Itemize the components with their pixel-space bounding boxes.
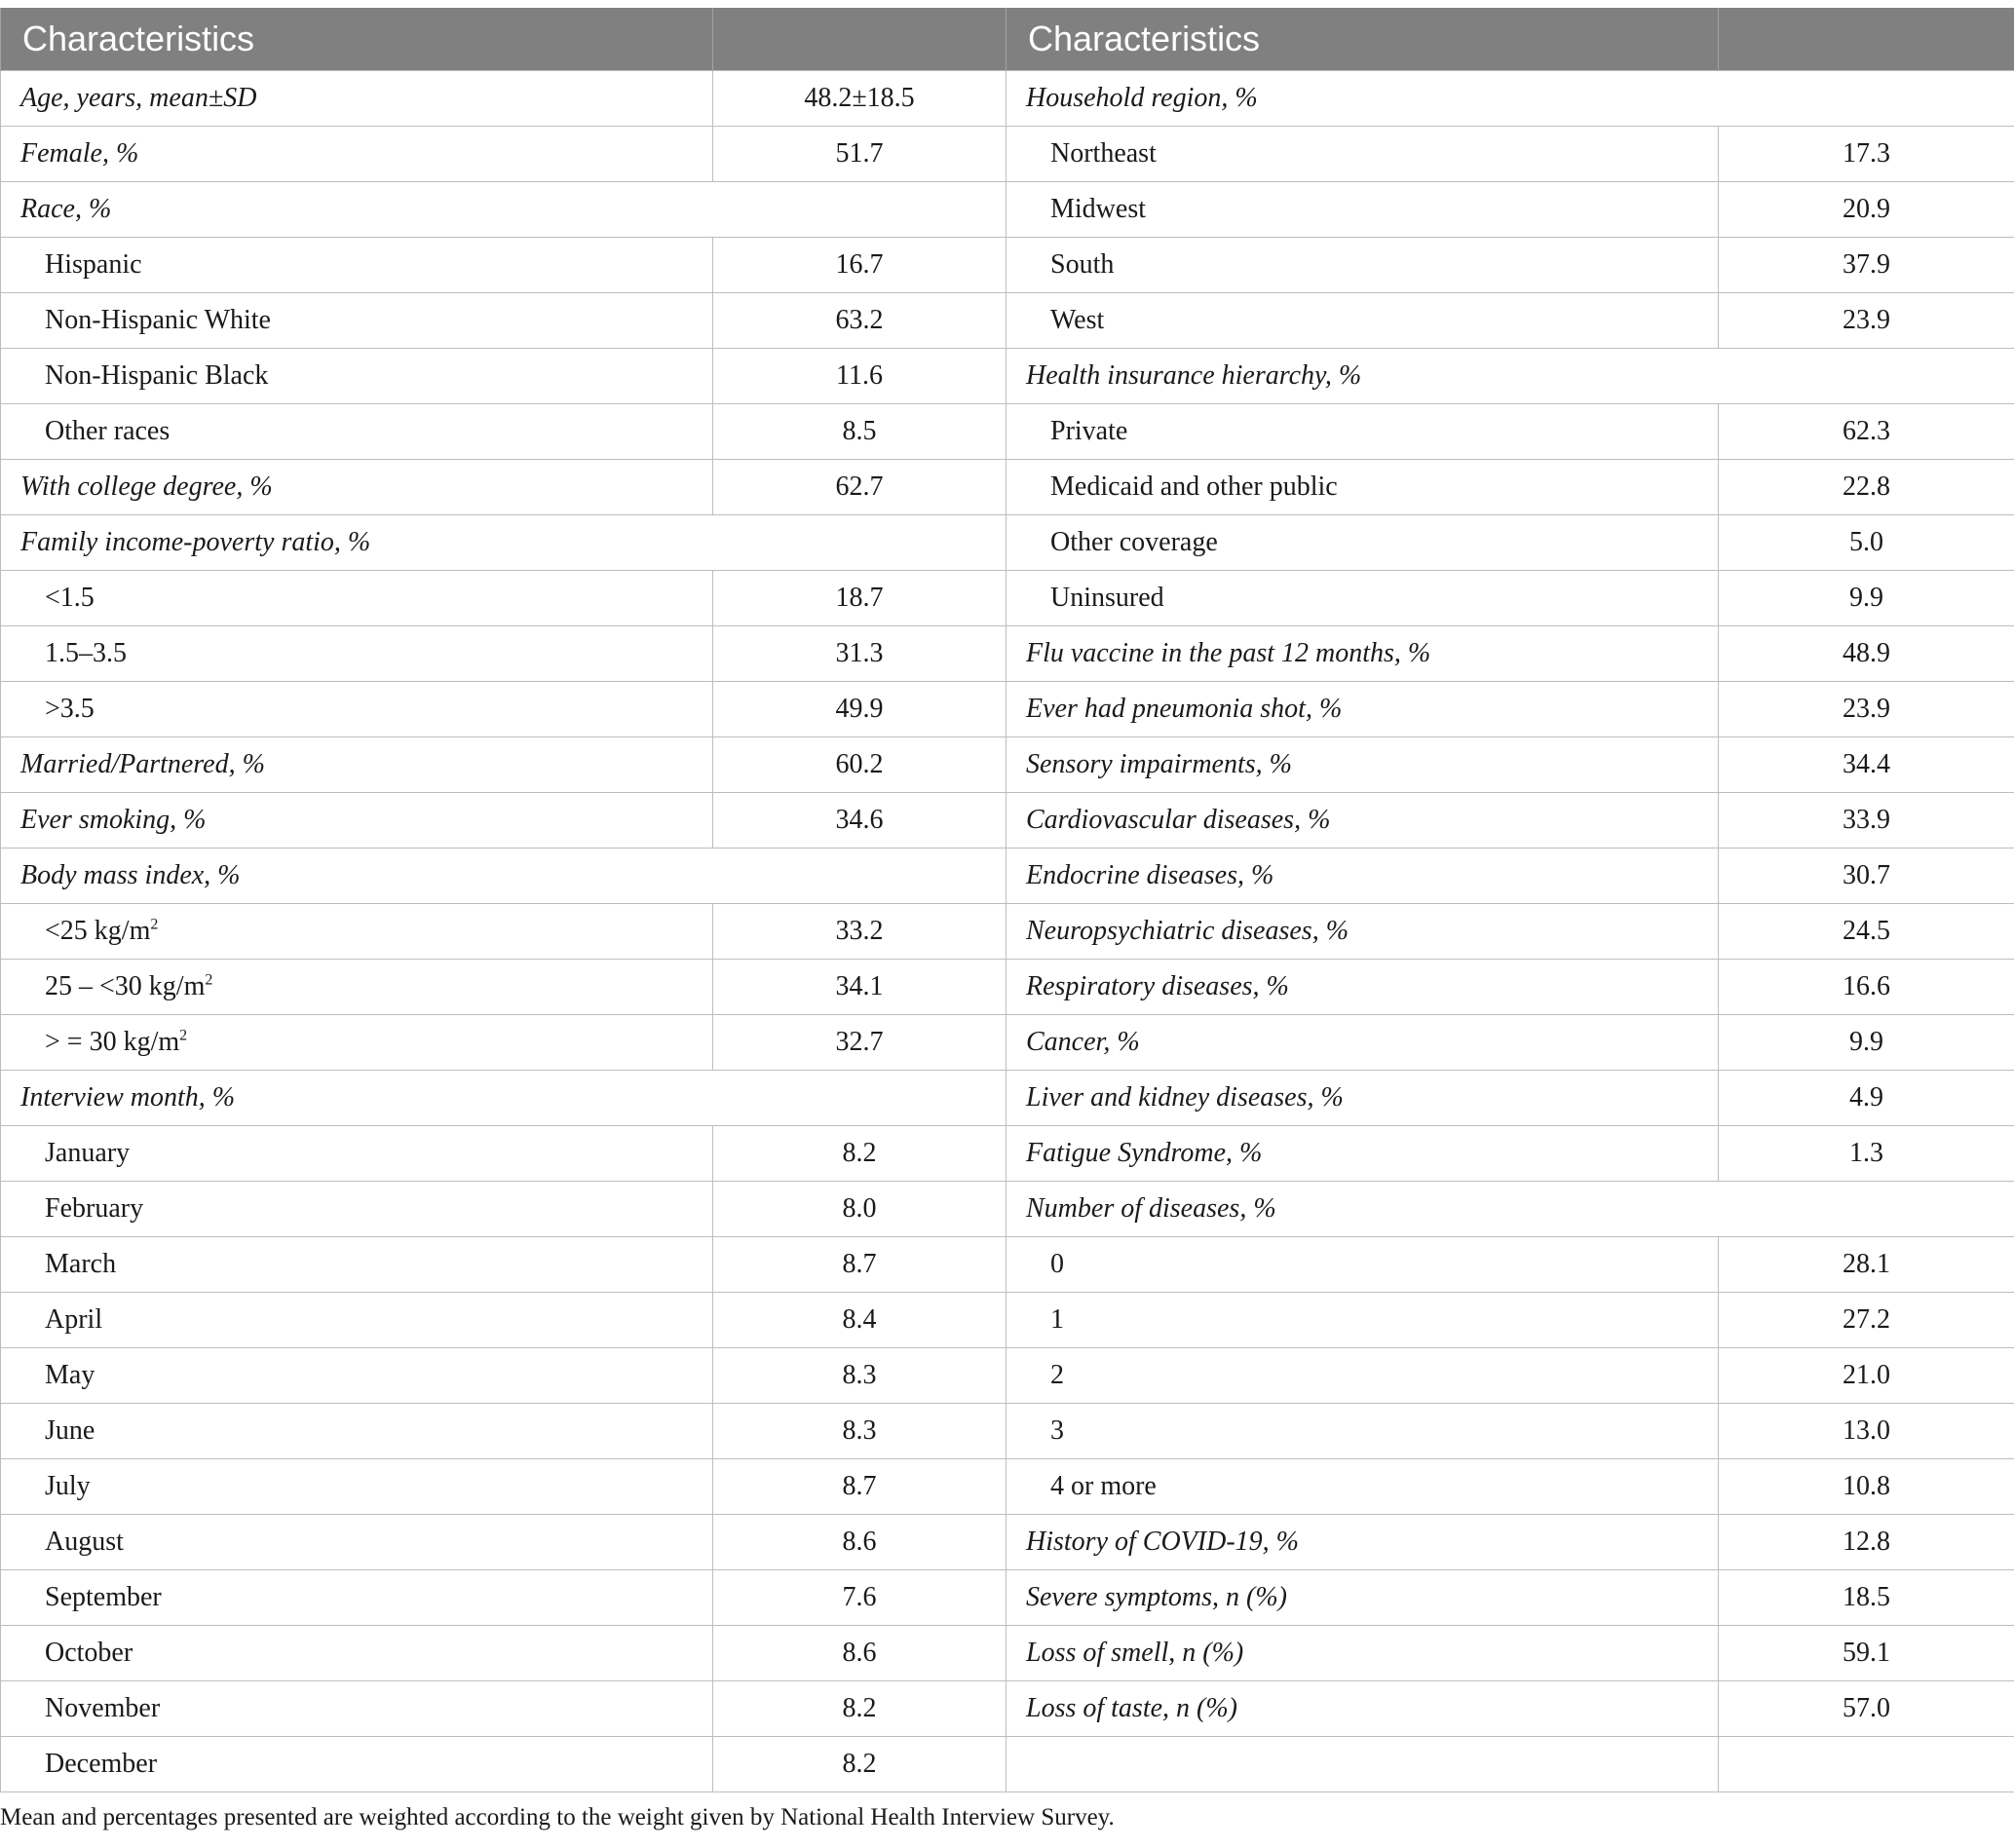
label-text: 1 (1050, 1304, 1064, 1335)
left-characteristic-value: 11.6 (713, 349, 1007, 404)
left-characteristic-label (1, 793, 713, 849)
right-characteristic-value: 9.9 (1719, 571, 2014, 626)
label-text: With college degree, % (20, 471, 273, 502)
table-row (1, 1681, 2014, 1737)
left-characteristic-label (1, 1681, 713, 1737)
table-row (1, 626, 2014, 682)
table-row (1, 1348, 2014, 1404)
left-characteristic-label (1, 1237, 713, 1293)
label-text: Ever had pneumonia shot, % (1026, 694, 1343, 724)
label-text: West (1050, 305, 1105, 335)
table-row (1, 1404, 2014, 1459)
table-row (1, 1015, 2014, 1071)
table-row (1, 238, 2014, 293)
right-characteristic-value (1719, 1737, 2014, 1792)
left-characteristic-label (1, 1071, 1007, 1126)
header-value-left (713, 8, 1007, 71)
label-text: Northeast (1050, 138, 1157, 169)
table-row (1, 1071, 2014, 1126)
table-row (1, 1570, 2014, 1626)
left-characteristic-label (1, 71, 713, 127)
label-text: Midwest (1050, 194, 1146, 224)
label-text: >3.5 (45, 694, 95, 724)
label-text: <25 kg/m (45, 916, 151, 946)
left-characteristic-value: 8.4 (713, 1293, 1007, 1348)
left-characteristic-label (1, 1626, 713, 1681)
label-text: Female, % (20, 138, 139, 169)
label-text: 3 (1050, 1415, 1064, 1446)
left-characteristic-label (1, 682, 713, 737)
left-characteristic-label (1, 238, 713, 293)
right-characteristic-label (1007, 460, 1719, 515)
label-text: Fatigue Syndrome, % (1026, 1138, 1263, 1168)
header-characteristics-left: Characteristics (1, 8, 713, 71)
left-characteristic-value: 33.2 (713, 904, 1007, 960)
left-characteristic-label (1, 515, 1007, 571)
right-characteristic-label (1007, 1237, 1719, 1293)
label-text: November (45, 1693, 161, 1723)
right-characteristic-label (1007, 737, 1719, 793)
left-characteristic-value: 16.7 (713, 238, 1007, 293)
right-characteristic-value: 28.1 (1719, 1237, 2014, 1293)
left-characteristic-value: 32.7 (713, 1015, 1007, 1071)
right-characteristic-value: 21.0 (1719, 1348, 2014, 1404)
left-characteristic-label (1, 293, 713, 349)
header-characteristics-right: Characteristics (1007, 8, 1719, 71)
label-text: January (45, 1138, 131, 1168)
right-characteristic-value: 62.3 (1719, 404, 2014, 460)
left-characteristic-value: 8.7 (713, 1459, 1007, 1515)
label-text: Other coverage (1050, 527, 1218, 557)
left-characteristic-value: 49.9 (713, 682, 1007, 737)
left-characteristic-label (1, 349, 713, 404)
label-text: July (45, 1471, 91, 1501)
left-characteristic-value: 8.2 (713, 1126, 1007, 1182)
right-characteristic-label (1007, 960, 1719, 1015)
left-characteristic-label (1, 1348, 713, 1404)
right-characteristic-value: 48.9 (1719, 626, 2014, 682)
label-text: October (45, 1638, 133, 1668)
right-characteristic-value: 9.9 (1719, 1015, 2014, 1071)
table-row (1, 515, 2014, 571)
right-characteristic-value: 24.5 (1719, 904, 2014, 960)
table-row (1, 460, 2014, 515)
right-characteristic-value: 59.1 (1719, 1626, 2014, 1681)
label-text: Cancer, % (1026, 1027, 1140, 1057)
right-characteristic-label (1007, 1404, 1719, 1459)
right-characteristic-label (1007, 238, 1719, 293)
table-row (1, 1737, 2014, 1792)
left-characteristic-label (1, 849, 1007, 904)
table-row (1, 849, 2014, 904)
table-row (1, 1237, 2014, 1293)
right-characteristic-label (1007, 1015, 1719, 1071)
label-superscript: 2 (150, 916, 159, 933)
table-row (1, 1293, 2014, 1348)
header-value-right (1719, 8, 2014, 71)
table-row (1, 127, 2014, 182)
table-row (1, 1126, 2014, 1182)
right-characteristic-label (1007, 404, 1719, 460)
table-row (1, 349, 2014, 404)
right-characteristic-value: 30.7 (1719, 849, 2014, 904)
right-characteristic-value: 17.3 (1719, 127, 2014, 182)
left-characteristic-label (1, 960, 713, 1015)
label-text: Household region, % (1026, 83, 1258, 113)
left-characteristic-value: 62.7 (713, 460, 1007, 515)
table-header (1, 8, 2014, 71)
left-characteristic-label (1, 1182, 713, 1237)
right-characteristic-label (1007, 1293, 1719, 1348)
right-characteristic-value: 37.9 (1719, 238, 2014, 293)
left-characteristic-label (1, 1737, 713, 1792)
table-row (1, 404, 2014, 460)
label-text: Hispanic (45, 249, 142, 280)
right-characteristic-label (1007, 349, 2014, 404)
label-text: 25 – <30 kg/m (45, 971, 206, 1001)
left-characteristic-label (1, 127, 713, 182)
label-text: <1.5 (45, 583, 95, 613)
label-text: Uninsured (1050, 583, 1164, 613)
left-characteristic-label (1, 1459, 713, 1515)
left-characteristic-value: 34.6 (713, 793, 1007, 849)
label-text: Loss of taste, n (%) (1026, 1693, 1237, 1723)
label-superscript: 2 (179, 1027, 188, 1044)
label-text: September (45, 1582, 162, 1612)
left-characteristic-value: 8.6 (713, 1515, 1007, 1570)
right-characteristic-label (1007, 1182, 2014, 1237)
right-characteristic-value: 34.4 (1719, 737, 2014, 793)
right-characteristic-label (1007, 1737, 1719, 1792)
left-characteristic-label (1, 904, 713, 960)
label-text: Cardiovascular diseases, % (1026, 805, 1331, 835)
left-characteristic-value: 8.7 (713, 1237, 1007, 1293)
left-characteristic-value: 63.2 (713, 293, 1007, 349)
left-characteristic-label (1, 737, 713, 793)
table-row (1, 1182, 2014, 1237)
left-characteristic-value: 18.7 (713, 571, 1007, 626)
right-characteristic-label (1007, 626, 1719, 682)
left-characteristic-value: 34.1 (713, 960, 1007, 1015)
left-characteristic-value: 8.2 (713, 1681, 1007, 1737)
left-characteristic-value: 8.3 (713, 1348, 1007, 1404)
label-text: 2 (1050, 1360, 1064, 1390)
label-text: May (45, 1360, 95, 1390)
label-text: August (45, 1527, 124, 1557)
left-characteristic-label (1, 460, 713, 515)
right-characteristic-label (1007, 182, 1719, 238)
left-characteristic-value: 8.5 (713, 404, 1007, 460)
label-text: Medicaid and other public (1050, 471, 1338, 502)
left-characteristic-label (1, 182, 1007, 238)
right-characteristic-label (1007, 793, 1719, 849)
right-characteristic-label (1007, 71, 2014, 127)
label-text: Loss of smell, n (%) (1026, 1638, 1244, 1668)
table-body (1, 71, 2014, 1792)
right-characteristic-value: 23.9 (1719, 293, 2014, 349)
label-text: March (45, 1249, 117, 1279)
right-characteristic-label (1007, 571, 1719, 626)
left-characteristic-label (1, 1404, 713, 1459)
right-characteristic-value: 22.8 (1719, 460, 2014, 515)
right-characteristic-label (1007, 127, 1719, 182)
label-text: 4 or more (1050, 1471, 1157, 1501)
table-row (1, 682, 2014, 737)
right-characteristic-label (1007, 904, 1719, 960)
label-text: History of COVID-19, % (1026, 1527, 1299, 1557)
label-text: Other races (45, 416, 171, 446)
right-characteristic-value: 12.8 (1719, 1515, 2014, 1570)
table-row (1, 71, 2014, 127)
left-characteristic-value: 60.2 (713, 737, 1007, 793)
label-text: Endocrine diseases, % (1026, 860, 1274, 890)
characteristics-table (0, 8, 2014, 1792)
right-characteristic-value: 33.9 (1719, 793, 2014, 849)
label-text: South (1050, 249, 1115, 280)
right-characteristic-value: 4.9 (1719, 1071, 2014, 1126)
right-characteristic-label (1007, 1626, 1719, 1681)
left-characteristic-value: 8.6 (713, 1626, 1007, 1681)
label-text: Neuropsychiatric diseases, % (1026, 916, 1349, 946)
right-characteristic-value: 10.8 (1719, 1459, 2014, 1515)
right-characteristic-value: 1.3 (1719, 1126, 2014, 1182)
label-text: Non-Hispanic White (45, 305, 271, 335)
header-row (1, 8, 2014, 71)
label-text: Family income-poverty ratio, % (20, 527, 371, 557)
right-characteristic-value: 23.9 (1719, 682, 2014, 737)
label-text: > = 30 kg/m (45, 1027, 180, 1057)
table-footnote: Mean and percentages presented are weighted according to the weight given by National Health Interview Survey. (0, 1804, 1115, 1830)
left-characteristic-label (1, 1015, 713, 1071)
label-text: Body mass index, % (20, 860, 241, 890)
right-characteristic-label (1007, 1515, 1719, 1570)
table-row (1, 1626, 2014, 1681)
label-text: Race, % (20, 194, 112, 224)
right-characteristic-label (1007, 1459, 1719, 1515)
label-text: 1.5–3.5 (45, 638, 127, 668)
label-text: 0 (1050, 1249, 1064, 1279)
table-row (1, 904, 2014, 960)
right-characteristic-label (1007, 682, 1719, 737)
table-row (1, 293, 2014, 349)
right-characteristic-value: 16.6 (1719, 960, 2014, 1015)
right-characteristic-value: 5.0 (1719, 515, 2014, 571)
left-characteristic-label (1, 1570, 713, 1626)
left-characteristic-label (1, 1126, 713, 1182)
label-text: Sensory impairments, % (1026, 749, 1292, 779)
label-text: Flu vaccine in the past 12 months, % (1026, 638, 1431, 668)
left-characteristic-value: 8.3 (713, 1404, 1007, 1459)
right-characteristic-label (1007, 1071, 1719, 1126)
left-characteristic-label (1, 571, 713, 626)
right-characteristic-label (1007, 515, 1719, 571)
label-text: Health insurance hierarchy, % (1026, 360, 1362, 391)
right-characteristic-value: 27.2 (1719, 1293, 2014, 1348)
label-text: Married/Partnered, % (20, 749, 265, 779)
label-text: Age, years, mean±SD (20, 83, 257, 113)
table-row (1, 571, 2014, 626)
label-text: Liver and kidney diseases, % (1026, 1082, 1344, 1113)
left-characteristic-label (1, 1515, 713, 1570)
table-row (1, 1459, 2014, 1515)
table-row (1, 737, 2014, 793)
label-text: June (45, 1415, 95, 1446)
label-text: Ever smoking, % (20, 805, 207, 835)
left-characteristic-label (1, 626, 713, 682)
label-text: Number of diseases, % (1026, 1193, 1276, 1224)
table-row (1, 960, 2014, 1015)
label-text: Interview month, % (20, 1082, 236, 1113)
table-row (1, 793, 2014, 849)
right-characteristic-value: 20.9 (1719, 182, 2014, 238)
left-characteristic-label (1, 1293, 713, 1348)
table-row (1, 1515, 2014, 1570)
left-characteristic-value: 8.2 (713, 1737, 1007, 1792)
right-characteristic-label (1007, 1570, 1719, 1626)
label-superscript: 2 (205, 971, 213, 989)
right-characteristic-label (1007, 1348, 1719, 1404)
label-text: Respiratory diseases, % (1026, 971, 1289, 1001)
right-characteristic-value: 18.5 (1719, 1570, 2014, 1626)
left-characteristic-value: 31.3 (713, 626, 1007, 682)
right-characteristic-label (1007, 849, 1719, 904)
label-text: December (45, 1749, 158, 1779)
right-characteristic-label (1007, 1681, 1719, 1737)
label-text: April (45, 1304, 103, 1335)
left-characteristic-label (1, 404, 713, 460)
right-characteristic-label (1007, 1126, 1719, 1182)
left-characteristic-value: 8.0 (713, 1182, 1007, 1237)
label-text: Non-Hispanic Black (45, 360, 269, 391)
left-characteristic-value: 51.7 (713, 127, 1007, 182)
label-text: Severe symptoms, n (%) (1026, 1582, 1287, 1612)
left-characteristic-value: 7.6 (713, 1570, 1007, 1626)
characteristics-table-wrapper (0, 8, 2014, 1792)
left-characteristic-value: 48.2±18.5 (713, 71, 1007, 127)
right-characteristic-value: 57.0 (1719, 1681, 2014, 1737)
right-characteristic-label (1007, 293, 1719, 349)
right-characteristic-value: 13.0 (1719, 1404, 2014, 1459)
label-text: February (45, 1193, 144, 1224)
table-row (1, 182, 2014, 238)
label-text: Private (1050, 416, 1128, 446)
